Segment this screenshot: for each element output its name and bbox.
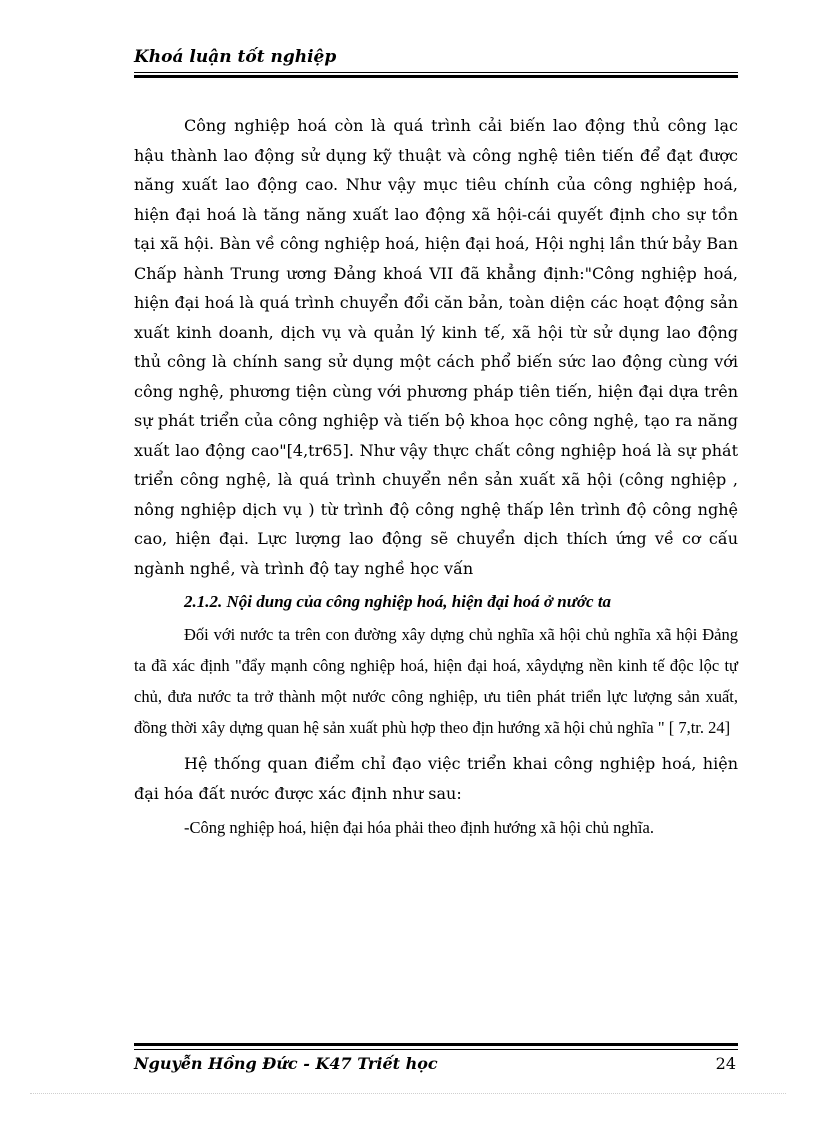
page-body bbox=[134, 111, 738, 843]
paragraph-guiding-viewpoints: Hệ thống quan điểm chỉ đạo việc triển khai công nghiệp hoá, hiện đại hóa đất nước được xác định như sau: bbox=[134, 754, 738, 803]
footer-rule-thin bbox=[134, 1049, 738, 1050]
paragraph-viewpoint-1: -Công nghiệp hoá, hiện đại hóa phải theo định hướng xã hội chủ nghĩa. bbox=[184, 818, 654, 837]
footer-rule-thick bbox=[134, 1043, 738, 1046]
header-title: Khoá luận tốt nghiệp bbox=[134, 47, 337, 67]
page-bottom-divider bbox=[30, 1093, 786, 1094]
paragraph-party-policy: Đối với nước ta trên con đường xây dựng chủ nghĩa xã hội chủ nghĩa xã hội Đảng ta đã xác định "đẩy mạnh công nghiệp hoá, hiện đại hoá, xâydựng nền kinh tế độc lộc tự chủ, đưa nước ta trở thành một nước công nghiệp, ưu tiên phát triển lực lượng sản xuất, đồng thời xây dựng quan hệ sản xuất phù hợp theo địn hướng xã hội chủ nghĩa " [ 7,tr. 24] bbox=[134, 625, 738, 737]
paragraph-industrialization-definition: Công nghiệp hoá còn là quá trình cải biến lao động thủ công lạc hậu thành lao động sử dụng kỹ thuật và công nghệ tiên tiến để đạt được năng xuất lao động cao. Như vậy mục tiêu chính của công nghiệp hoá, hiện đại hoá là tăng năng xuất lao động xã hội-cái quyết định cho sự tồn tại xã hội. Bàn về công nghiệp hoá, hiện đại hoá, Hội nghị lần thứ bảy Ban Chấp hành Trung ương Đảng khoá VII đã khẳng định:"Công nghiệp hoá, hiện đại hoá là quá trình chuyển đổi căn bản, toàn diện các hoạt động sản xuất kinh doanh, dịch vụ và quản lý kinh tế, xã hội từ sử dụng lao động thủ công là chính sang sử dụng một cách phổ biến sức lao động cùng với công nghệ, phương tiện cùng với phương pháp tiên tiến, hiện đại dựa trên sự phát triển của công nghiệp và tiến bộ khoa học công nghệ, tạo ra năng xuất lao động cao"[4,tr65]. Như vậy thực chất công nghiệp hoá là sự phát triển công nghệ, là quá trình chuyển nền sản xuất xã hội (công nghiệp , nông nghiệp dịch vụ ) từ trình độ công nghệ thấp lên trình độ công nghệ cao, hiện đại. Lực lượng lao động sẽ chuyển dịch thích ứng về cơ cấu ngành nghề, và trình độ tay nghề học vấn bbox=[134, 116, 738, 578]
header-rule-thin bbox=[134, 72, 738, 73]
header-rule-thick bbox=[134, 75, 738, 78]
footer-author: Nguyễn Hồng Đức - K47 Triết học bbox=[134, 1054, 438, 1073]
section-heading: 2.1.2. Nội dung của công nghiệp hoá, hiện đại hoá ở nước ta bbox=[184, 592, 612, 611]
page-number: 24 bbox=[715, 1054, 736, 1073]
